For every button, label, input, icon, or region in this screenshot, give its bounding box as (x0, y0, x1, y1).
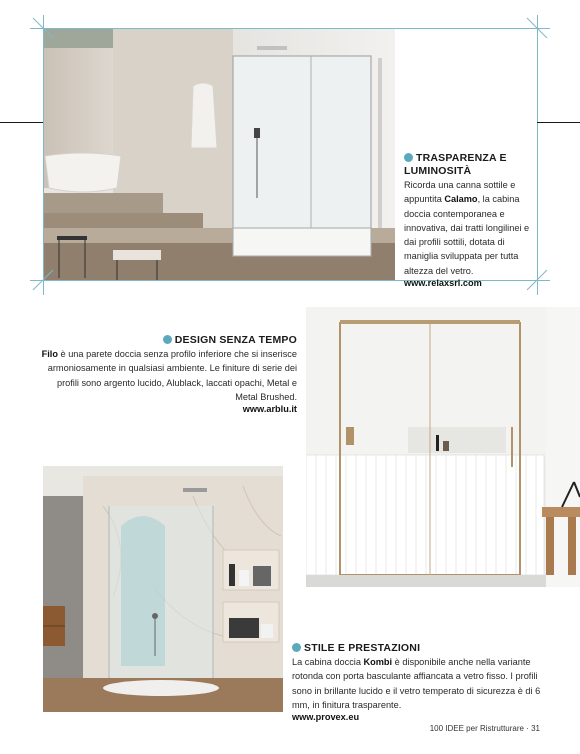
filo-body-post: è una parete doccia senza profilo inferiore che si inserisce armoniosamente in qualsiasi ambiente. Le finiture di serie dei profili sono argento lucido, Alublack, laccati opachi, Metal e Metal Brushed. (47, 349, 297, 402)
filo-heading (40, 334, 297, 347)
calamo-heading-line2: LUMINOSITÀ (404, 165, 472, 177)
filo-body (40, 347, 297, 404)
kombi-body-pre: La cabina doccia (292, 657, 364, 667)
left-margin-rule (0, 122, 43, 123)
bullet-dot-icon (292, 643, 301, 652)
kombi-body (292, 655, 550, 712)
calamo-body-pre: Ricorda una canna sottile e appuntita (404, 180, 516, 205)
filo-url[interactable]: www.arblu.it (242, 404, 297, 415)
kombi-body-post: è disponibile anche nella variante rotonda con porta basculante affiancata a vetro fisso. I profili sono in brillante lucido e il vetro temperato di sicurezza è di 6 mm, in finitura trasparente. (292, 657, 541, 710)
filo-caption (40, 334, 297, 414)
calamo-url[interactable]: www.relaxsrl.com (404, 278, 482, 289)
bullet-dot-icon (163, 335, 172, 344)
right-margin-rule (537, 122, 580, 123)
calamo-product-name: Calamo (444, 194, 478, 205)
calamo-heading-line1: TRASPARENZA E (416, 152, 507, 164)
page-footer: 100 IDEE per Ristrutturare · 31 (429, 724, 540, 733)
kombi-heading (292, 642, 550, 655)
kombi-scene (43, 466, 283, 712)
filo-scene (306, 307, 580, 587)
filo-product-name: Filo (41, 349, 58, 359)
filo-heading-text: DESIGN SENZA TEMPO (174, 334, 297, 346)
calamo-body (404, 178, 532, 278)
kombi-url[interactable]: www.provex.eu (292, 712, 360, 723)
kombi-product-name: Kombi (363, 657, 393, 667)
bullet-dot-icon (404, 153, 413, 162)
calamo-heading (404, 152, 532, 178)
kombi-heading-text: STILE E PRESTAZIONI (304, 642, 421, 654)
photo-filo-shower (306, 307, 580, 587)
calamo-caption (404, 152, 532, 288)
photo-kombi-shower (43, 466, 283, 712)
calamo-body-post: , la cabina doccia contemporanea e innovativa, dai tratti longilinei e dai profili sottili, dotata di maniglia sviluppata per tutta altezza del vetro. (404, 194, 530, 276)
kombi-caption (292, 642, 550, 722)
